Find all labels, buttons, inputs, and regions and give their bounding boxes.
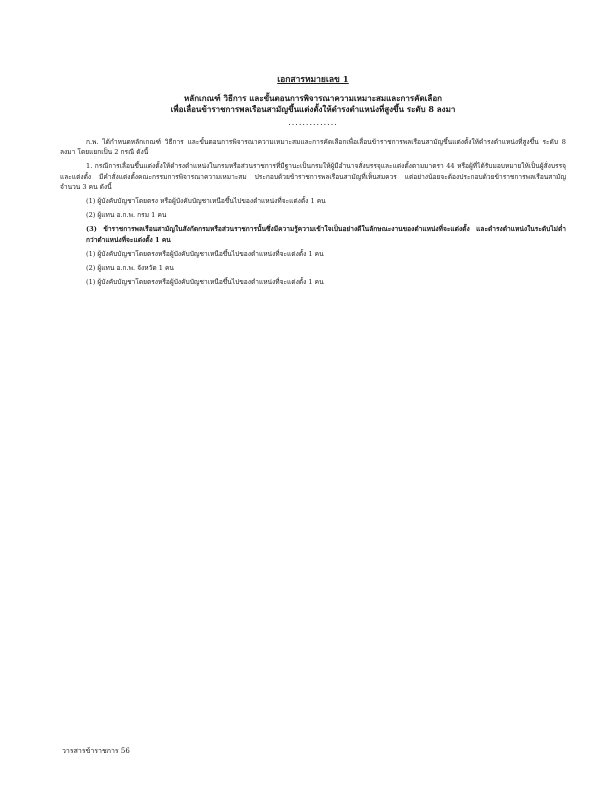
body-paragraph: (2) ผู้แทน อ.ก.พ. กรม 1 คน — [86, 211, 167, 220]
body-paragraph: (2) ผู้แทน อ.ก.พ. จังหวัด 1 คน — [86, 264, 174, 273]
document-label: เอกสารหมายเลข 1 — [277, 75, 349, 85]
title-line-2: เพื่อเลื่อนข้าราชการพลเรือนสามัญขึ้นแต่งตั้งให้ดำรงตำแหน่งที่สูงขึ้น ระดับ 8 ลงมา — [170, 104, 456, 114]
body-paragraph: 1. กรณีการเลื่อนขึ้นแต่งตั้งให้ดำรงตำแหน่งในกรมหรือส่วนราชการที่มีฐานะเป็นกรมให้ผู้มีอำนาจสั่งบรรจุและแต่งตั้งตามมาตรา 44 หรือผู้ที่ได้รับมอบหมายให้เป็นผู้สั่งบรรจุและแต่งตั้ง มีคำสั่งแต่งตั้งคณะกรรมการพิจารณาความเหมาะสม ประกอบด้วยข้าราชการพลเรือนสามัญที่เห็นสมควร แต่อย่างน้อยจะต้องประกอบด้วยข้าราชการพลเรือนสามัญจำนวน 3 คน ดังนี้ — [60, 162, 566, 191]
title-rule: .............. — [288, 118, 338, 127]
body-paragraph: (1) ผู้บังคับบัญชาโดยตรงหรือผู้บังคับบัญชาเหนือขึ้นไปของตำแหน่งที่จะแต่งตั้ง 1 คน — [86, 278, 324, 287]
body-paragraph: (3) ข้าราชการพลเรือนสามัญในสังกัดกรมหรือส่วนราชการนั้นซึ่งมีความรู้ความเข้าใจเป็นอย่างดีในลักษณะงานของตำแหน่งที่จะแต่งตั้ง และดำรงตำแหน่งในระดับไม่ต่ำกว่าตำแหน่งที่จะแต่งตั้ง 1 คน — [86, 225, 566, 244]
body-paragraph: (1) ผู้บังคับบัญชาโดยตรงหรือผู้บังคับบัญชาเหนือขึ้นไปของตำแหน่งที่จะแต่งตั้ง 1 คน — [86, 249, 324, 258]
body-paragraph: ก.พ. ได้กำหนดหลักเกณฑ์ วิธีการ และขั้นตอนการพิจารณาความเหมาะสมและการคัดเลือกเพื่อเลื่อนข้าราชการพลเรือนสามัญขึ้นแต่งตั้งให้ดำรงตำแหน่งที่สูงขึ้น ระดับ 8 ลงมา โดยแยกเป็น 2 กรณี ดังนี้ — [60, 138, 566, 157]
document-body — [60, 137, 566, 287]
body-paragraph: (1) ผู้บังคับบัญชาโดยตรง หรือผู้บังคับบัญชาเหนือขึ้นไปของตำแหน่งที่จะแต่งตั้ง 1 คน — [86, 197, 326, 206]
page-label: วารสารข้าราชการ 56 — [62, 747, 130, 755]
title-line-1: หลักเกณฑ์ วิธีการ และขั้นตอนการพิจารณาความเหมาะสมและการคัดเลือก — [184, 93, 442, 103]
